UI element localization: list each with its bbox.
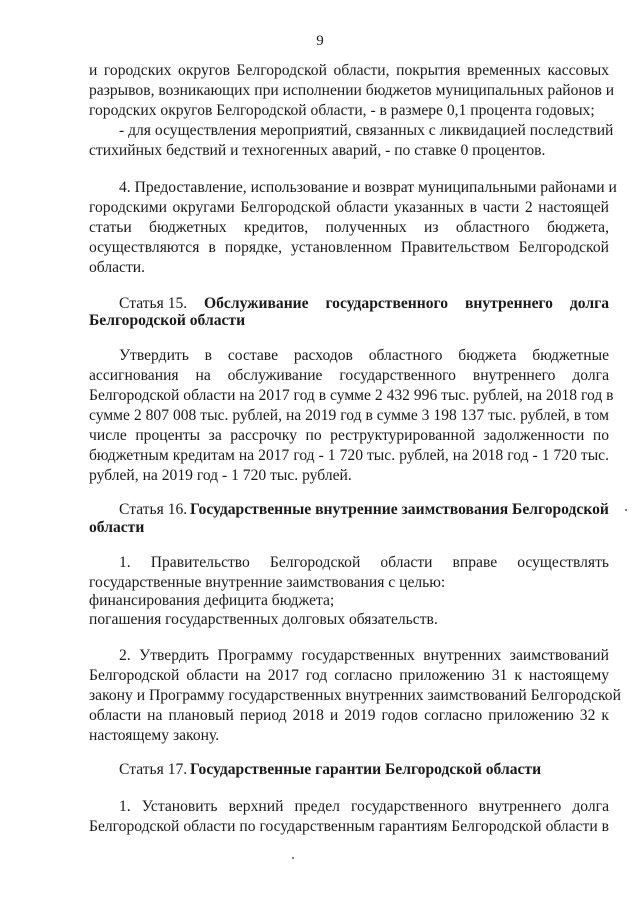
text: сумме 2 807 008 тыс. рублей, на 2019 год в сумме 3 198 137 тыс. рублей, в том <box>89 407 609 424</box>
text: финансирования дефицита бюджета; <box>89 592 335 609</box>
paragraph-line <box>0 141 640 161</box>
article-heading <box>0 760 640 780</box>
text: 1. Правительство Белгородской области вправе осуществлять <box>119 554 609 571</box>
paragraph-line <box>0 817 640 837</box>
text: стихийных бедствий и техногенных аварий, - по ставке 0 процентов. <box>89 142 546 159</box>
text: 2. Утвердить Программу государственных внутренних заимствований <box>119 647 609 664</box>
article-title: Белгородской области <box>89 312 246 329</box>
paragraph-line <box>0 706 640 726</box>
paragraph-line <box>0 591 640 611</box>
text: числе проценты за рассрочку по реструктурированной задолженности по <box>89 427 609 444</box>
paragraph-line <box>0 553 640 573</box>
text: городскими округами Белгородской области указанных в части 2 настоящей <box>89 199 609 216</box>
paragraph-line <box>0 258 640 278</box>
article-title: области <box>89 519 145 536</box>
text: - для осуществления мероприятий, связанных с ликвидацией последствий <box>119 122 614 139</box>
text: закону и Программу государственных внутренних заимствований Белгородской <box>89 687 621 704</box>
text: погашения государственных долговых обязательств. <box>89 611 438 628</box>
paragraph-line <box>0 726 640 746</box>
paragraph-line <box>0 446 640 466</box>
text: Белгородской области на 2017 год в сумме 2 432 996 тыс. рублей, на 2018 год в <box>89 387 614 404</box>
paragraph-line <box>0 573 640 593</box>
article-number: Статья 17. <box>119 761 188 778</box>
text: осуществляются в порядке, установленном Правительством Белгородской <box>89 239 609 256</box>
paragraph-line <box>0 218 640 238</box>
text: статьи бюджетных кредитов, полученных из областного бюджета, <box>89 219 609 236</box>
article-number: Статья 16. <box>119 501 188 518</box>
paragraph-line <box>0 101 640 121</box>
paragraph-line <box>0 366 640 386</box>
paragraph-line <box>0 646 640 666</box>
article-heading <box>0 500 640 520</box>
article-number: Статья 15. <box>119 295 188 312</box>
text: настоящему закону. <box>89 727 220 744</box>
page-number: 9 <box>316 33 324 49</box>
article-heading <box>0 518 640 538</box>
scan-speck <box>625 509 627 511</box>
article-title: Обслуживание государственного внутреннего долга <box>204 295 609 312</box>
paragraph-line <box>0 178 640 198</box>
paragraph-line <box>0 386 640 406</box>
paragraph-line <box>0 406 640 426</box>
text: области на плановый период 2018 и 2019 годов согласно приложению 32 к <box>89 707 609 724</box>
paragraph-line <box>0 426 640 446</box>
article-title: Государственные внутренние заимствования Белгородской <box>190 501 609 518</box>
text: Утвердить в составе расходов областного бюджета бюджетные <box>119 347 609 364</box>
paragraph-line <box>0 610 640 630</box>
paragraph-line <box>0 198 640 218</box>
text: и городских округов Белгородской области, покрытия временных кассовых <box>89 62 609 79</box>
text: Белгородской области на 2017 год согласно приложению 31 к настоящему <box>89 667 609 684</box>
paragraph-line <box>0 666 640 686</box>
paragraph-line <box>0 797 640 817</box>
text: 4. Предоставление, использование и возврат муниципальными районами и <box>119 179 617 196</box>
text: 1. Установить верхний предел государственного внутреннего долга <box>119 798 609 815</box>
paragraph-line <box>0 346 640 366</box>
paragraph-line <box>0 238 640 258</box>
text: ассигнования на обслуживание государственного внутреннего долга <box>89 367 609 384</box>
paragraph-line <box>0 466 640 486</box>
article-title: Государственные гарантии Белгородской области <box>190 761 542 778</box>
text: бюджетным кредитам на 2017 год - 1 720 тыс. рублей, на 2018 год - 1 720 тыс. <box>89 447 609 464</box>
paragraph-line <box>0 61 640 81</box>
text: городских округов Белгородской области, - в размере 0,1 процента годовых; <box>89 102 595 119</box>
paragraph-line <box>0 686 640 706</box>
text: разрывов, возникающих при исполнении бюджетов муниципальных районов и <box>89 82 615 99</box>
paragraph-line <box>0 81 640 101</box>
paragraph-line <box>0 121 640 141</box>
text: Белгородской области по государственным гарантиям Белгородской области в <box>89 818 609 835</box>
text: области. <box>89 259 146 276</box>
scan-speck <box>292 857 294 859</box>
text: рублей, на 2019 год - 1 720 тыс. рублей. <box>89 467 352 484</box>
article-heading <box>0 311 640 331</box>
text: государственные внутренние заимствования с целью: <box>89 574 446 591</box>
